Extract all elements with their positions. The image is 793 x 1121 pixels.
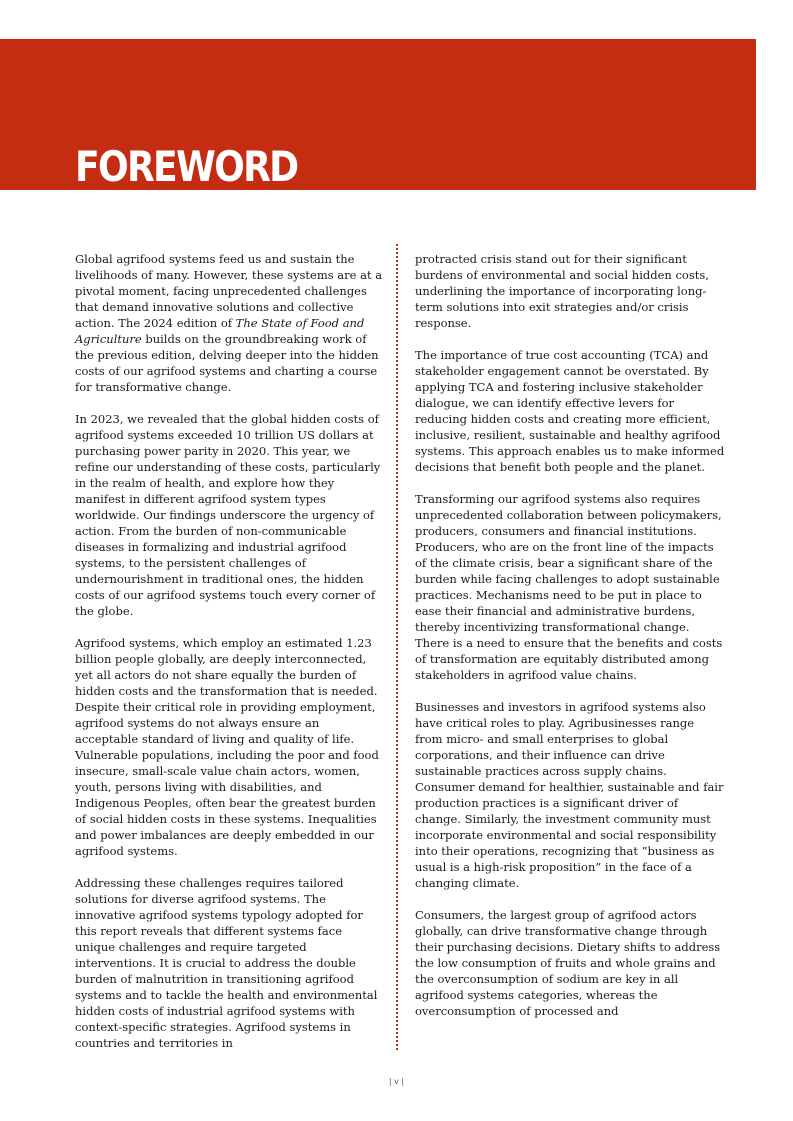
header-banner (0, 39, 756, 190)
paragraph: Businesses and investors in agrifood systems also have critical roles to play. Agribusinesses range from micro- and small enterprises to global corporations, and their influence can drive sustainable practices across supply chains. Consumer demand for healthier, sustainable and fair production practices is a significant driver of change. Similarly, the investment community must incorporate environmental and social responsibility into their operations, recognizing that ”business as usual is a high-risk proposition” in the face of a changing climate. (415, 700, 724, 890)
paragraph: Agrifood systems, which employ an estimated 1.23 billion people globally, are deeply interconnected, yet all actors do not share equally the burden of hidden costs and the transformation that is needed. Despite their critical role in providing employment, agrifood systems do not always ensure an acceptable standard of living and quality of life. Vulnerable populations, including the poor and food insecure, small-scale value chain actors, women, youth, persons living with disabilities, and Indigenous Peoples, often bear the greatest burden of social hidden costs in these systems. Inequalities and power imbalances are deeply embedded in our agrifood systems. (75, 636, 379, 858)
paragraph-text: Global agrifood systems feed us and sustain the livelihoods of many. However, these systems are at a pivotal moment, facing unprecedented challenges that demand innovative solutions and collective action. The 2024 edition of (75, 252, 383, 330)
page-title: FOREWORD (75, 142, 298, 190)
report-title: The State of Food and Agriculture (75, 316, 365, 346)
paragraph: In 2023, we revealed that the global hidden costs of agrifood systems exceeded 10 trillion US dollars at purchasing power parity in 2020. This year, we refine our understanding of these costs, particularly in the realm of health, and explore how they manifest in different agrifood system types worldwide. Our findings underscore the urgency of action. From the burden of non-communicable diseases in formalizing and industrial agrifood systems, to the persistent challenges of undernourishment in traditional ones, the hidden costs of our agrifood systems touch every corner of the globe. (75, 412, 381, 618)
paragraph-text: builds on the groundbreaking work of the previous edition, delving deeper into the hidden costs of our agrifood systems and charting a course for transformative change. (75, 332, 379, 394)
left-column (75, 251, 385, 1051)
paragraph: protracted crisis stand out for their significant burdens of environmental and social hidden costs, underlining the importance of incorporating long-term solutions into exit strategies and/or crisis response. (415, 252, 709, 330)
paragraph (75, 251, 385, 395)
paragraph: Consumers, the largest group of agrifood actors globally, can drive transformative change through their purchasing decisions. Dietary shifts to address the low consumption of fruits and whole grains and the overconsumption of sodium are key in all agrifood systems categories, whereas the overconsumption of processed and (415, 908, 721, 1018)
paragraph: The importance of true cost accounting (TCA) and stakeholder engagement cannot be overstated. By applying TCA and fostering inclusive stakeholder dialogue, we can identify effective levers for reducing hidden costs and creating more efficient, inclusive, resilient, sustainable and healthy agrifood systems. This approach enables us to make informed decisions that benefit both people and the planet. (415, 348, 725, 474)
paragraph: Addressing these challenges requires tailored solutions for diverse agrifood systems. The innovative agrifood systems typology adopted for this report reveals that different systems face unique challenges and require targeted interventions. It is crucial to address the double burden of malnutrition in transitioning agrifood systems and to tackle the health and environmental hidden costs of industrial agrifood systems with context-specific strategies. Agrifood systems in countries and territories in (75, 876, 378, 1050)
paragraph: Transforming our agrifood systems also requires unprecedented collaboration between policymakers, producers, consumers and financial institutions. Producers, who are on the front line of the impacts of the climate crisis, bear a significant share of the burden while facing challenges to adopt sustainable practices. Mechanisms need to be put in place to ease their financial and administrative burdens, thereby incentivizing transformational change. There is a need to ensure that the benefits and costs of transformation are equitably distributed among stakeholders in agrifood value chains. (415, 492, 723, 682)
right-column (415, 251, 725, 1019)
column-divider (396, 244, 398, 1050)
page-number: | v | (388, 1077, 405, 1086)
